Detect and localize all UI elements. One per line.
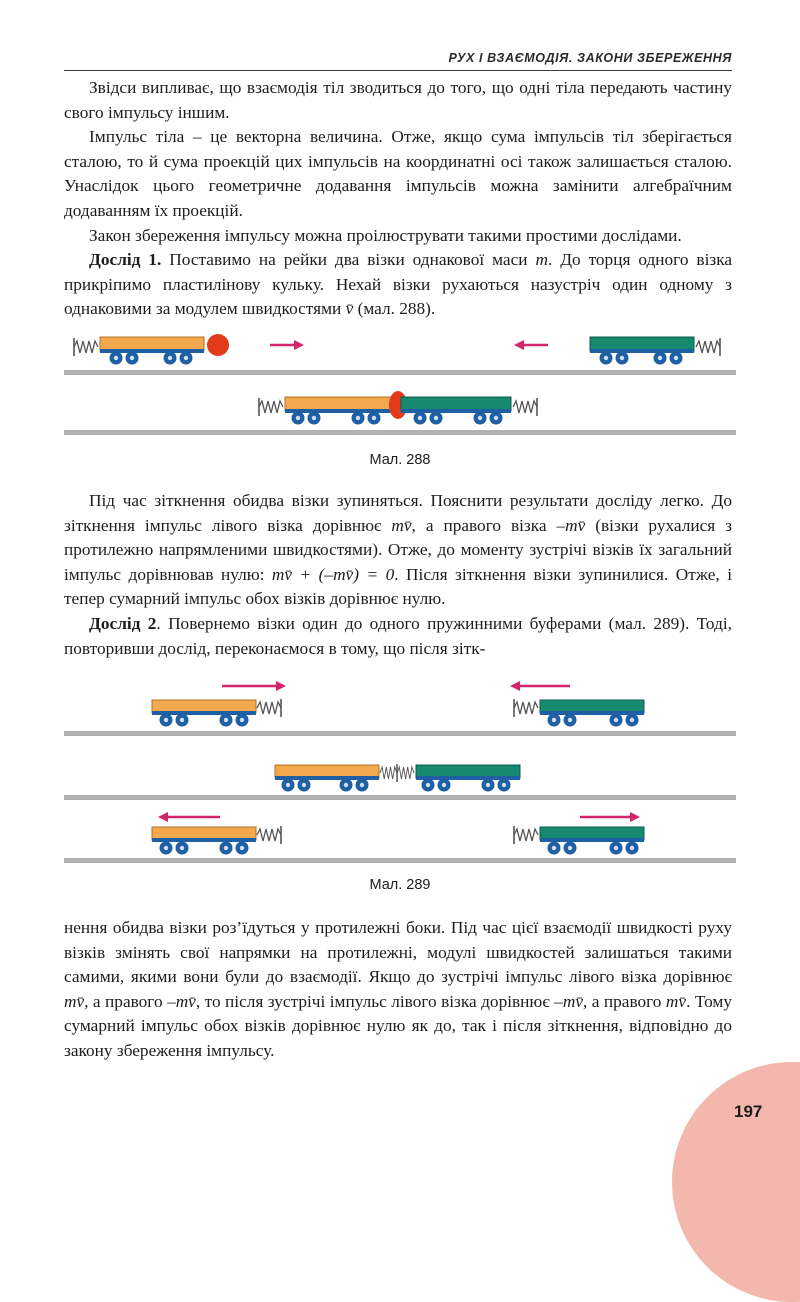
arrow-left-row3 — [158, 812, 220, 822]
paragraph-4: Дослід 1. Поставимо на рейки два візки однакової маси m. До торця одного візка прикріпимо пластилінову кульку. Нехай візки рухаються назустріч один одному з однаковими за модулем швидкостями v̄ (мал. 288). — [64, 250, 732, 319]
paragraph-1: Звідси випливає, що взаємодія тіл зводиться до того, що одні тіла передають частину свого імпульсу іншим. — [64, 78, 732, 122]
arrow-right-row1 — [222, 681, 286, 691]
rail-4 — [64, 795, 736, 800]
arrow-left — [514, 340, 548, 350]
cart-orange-5 — [152, 826, 281, 855]
experiment-2-label: Дослід 2 — [89, 613, 157, 633]
cart-orange-3 — [152, 699, 281, 727]
caption-289: Мал. 289 — [369, 877, 431, 893]
cart-green-2 — [401, 397, 537, 425]
page-number: 197 — [734, 1102, 763, 1121]
paragraph-6: Дослід 2. Повернемо візки один до одного пружинними буферами (мал. 289). Тоді, повторивши дослід, переконаємося в тому, що після зітк- — [64, 613, 732, 658]
text-block-bottom — [64, 916, 732, 1064]
arrow-right — [270, 340, 304, 350]
cart-orange-1 — [74, 337, 204, 365]
cart-orange-2 — [259, 397, 395, 425]
caption-288: Мал. 288 — [369, 452, 431, 468]
figure-288 — [60, 325, 740, 445]
running-header: РУХ І ВЗАЄМОДІЯ. ЗАКОНИ ЗБЕРЕЖЕННЯ — [64, 48, 732, 71]
cart-green-4 — [397, 764, 520, 792]
text-block-middle — [64, 489, 732, 661]
arrow-right-row3 — [580, 812, 640, 822]
cart-green-1 — [590, 337, 720, 365]
arrow-left-row1 — [510, 681, 570, 691]
figure-289 — [60, 680, 740, 868]
paragraph-2: Імпульс тіла – це векторна величина. Отже, якщо сума імпульсів тіл зберігається сталою, то й сума проекцій цих імпульсів на координатні осі також залишається сталою. Унаслідок цього геометричне додавання імпульсів можна замінити алгебраїчним додаванням їх проекцій. — [64, 127, 732, 220]
page-corner-decoration — [672, 1062, 800, 1302]
paragraph-5: Під час зіткнення обидва візки зупиняться. Пояснити результати досліду легко. До зіткнення імпульс лівого візка дорівнює mv̄, а правого візка –mv̄ (візки рухалися з протилежно напрямленими швидкостями). Отже, до моменту зустрічі візків їх загальний імпульс дорівнював нулю: mv̄ + (–mv̄) = 0. Після зіткнення візки зупинилися. Отже, і тепер сумарний імпульс обох візків дорівнює нулю. — [64, 491, 733, 609]
text-block-top — [64, 76, 732, 322]
plasticine-ball — [207, 334, 229, 356]
experiment-1-label: Дослід 1. — [89, 250, 162, 270]
cart-green-3 — [514, 699, 644, 727]
rail-2 — [64, 430, 736, 435]
rail-5 — [64, 858, 736, 863]
paragraph-3: Закон збереження імпульсу можна проілюструвати такими простими дослідами. — [89, 225, 682, 245]
rail-1 — [64, 370, 736, 375]
paragraph-7: нення обидва візки роз’їдуться у протилежні боки. Під час цієї взаємодії швидкості руху візків змінять свої напрямки на протилежні, модулі швидкостей залишаться такими самими, якими вони були до взаємодії. Якщо до зустрічі імпульс лівого візка дорівнює mv̄, а правого –mv̄, то після зустрічі імпульс лівого візка дорівнює –mv̄, а правого mv̄. Тому сумарний імпульс обох візків дорівнює нулю як до, так і після зіткнення, відповідно до закону збереження імпульсу. — [64, 918, 732, 1060]
cart-green-5 — [514, 826, 644, 855]
cart-orange-4 — [275, 764, 397, 792]
rail-3 — [64, 731, 736, 736]
